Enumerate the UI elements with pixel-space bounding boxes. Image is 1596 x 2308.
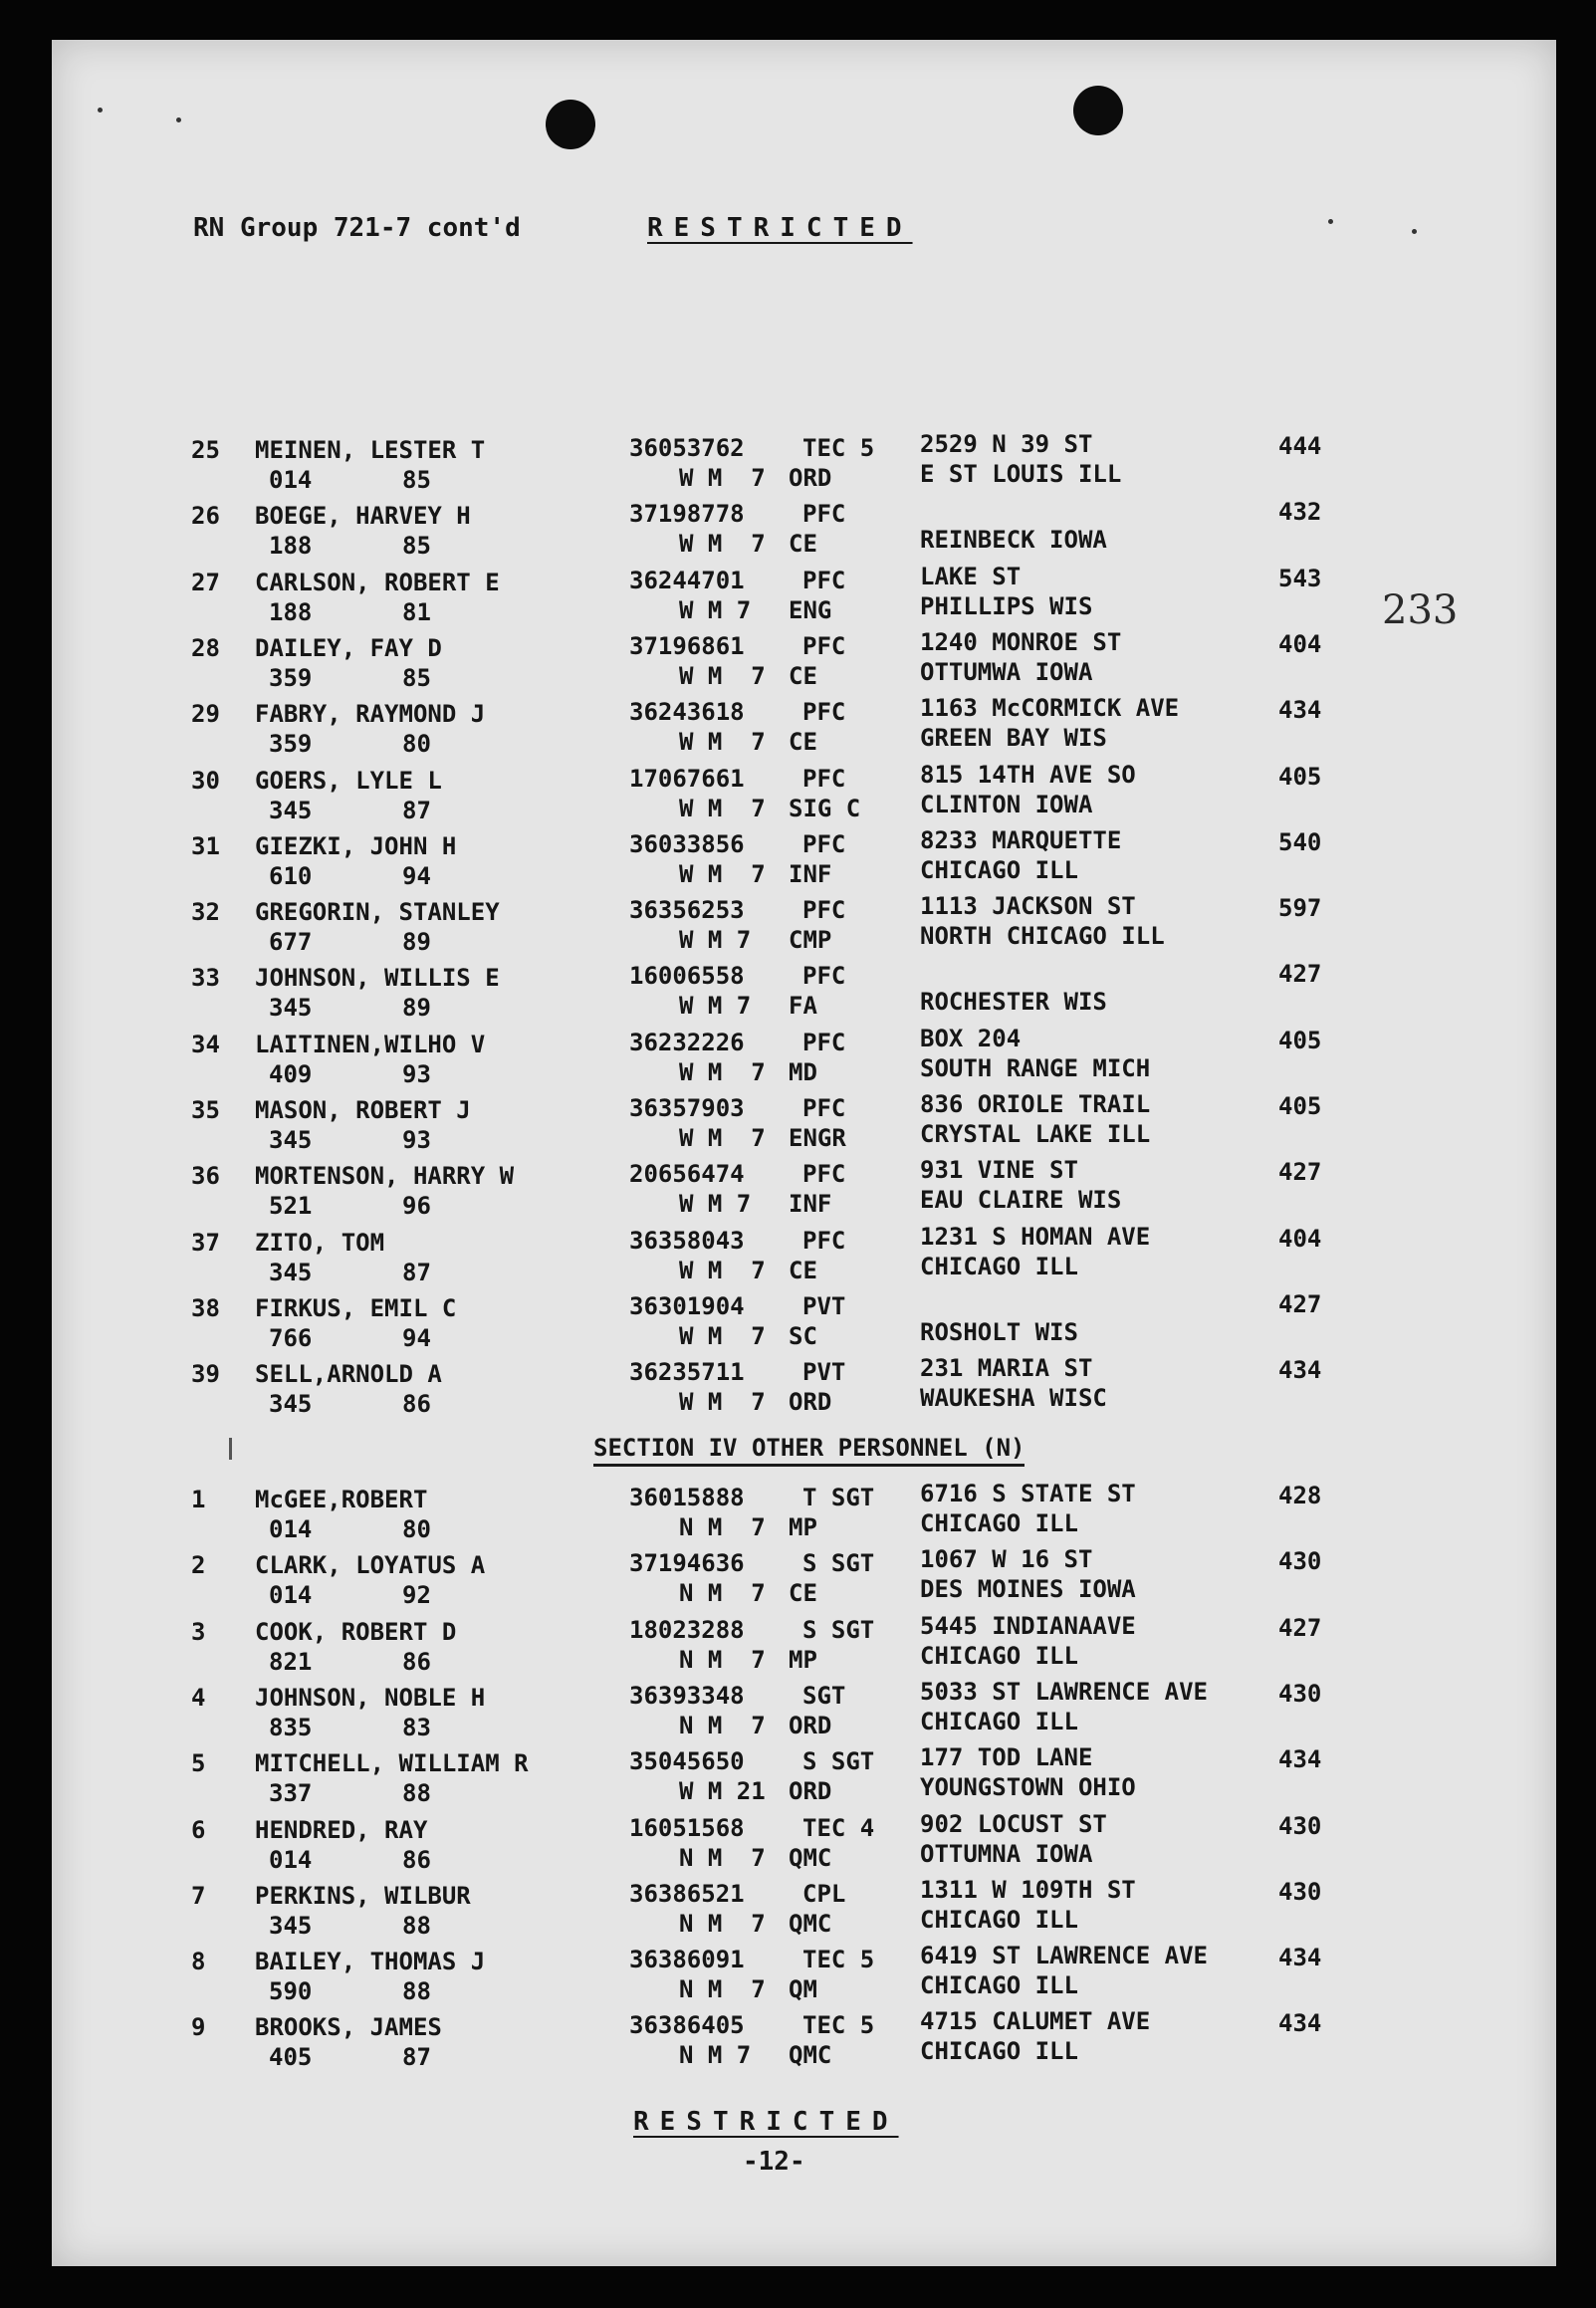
section-title: SECTION IV OTHER PERSONNEL (N) <box>593 1434 1025 1467</box>
occupation-code: 014 <box>269 1845 313 1874</box>
address-line-1: 902 LOCUST ST <box>920 1809 1107 1838</box>
address-line-2: CHICAGO ILL <box>920 1971 1078 2000</box>
soldier-name: FIRKUS, EMIL C <box>255 1293 457 1322</box>
soldier-name: GIEZKI, JOHN H <box>255 831 457 860</box>
race-code: N M 7 <box>679 1645 766 1674</box>
arm-of-service: ENGR <box>789 1124 846 1152</box>
address-line-1: LAKE ST <box>920 562 1022 590</box>
grade: PFC <box>802 829 846 858</box>
row-number: 6 <box>191 1815 206 1844</box>
address-line-1: 5445 INDIANAAVE <box>920 1611 1136 1640</box>
serial-number: 37196861 <box>629 631 745 660</box>
table-row <box>0 694 1596 760</box>
speck <box>98 108 103 113</box>
grade: SGT <box>802 1681 846 1710</box>
table-row <box>0 1810 1596 1876</box>
occupation-code: 835 <box>269 1713 313 1741</box>
race-code: W M 7 <box>679 595 752 624</box>
serial-number: 36357903 <box>629 1094 745 1122</box>
arm-of-service: QMC <box>789 1843 832 1872</box>
soldier-name: LAITINEN,WILHO V <box>255 1030 486 1058</box>
zone-code: 427 <box>1278 960 1322 989</box>
serial-number: 36033856 <box>629 829 745 858</box>
address-line-2: EAU CLAIRE WIS <box>920 1186 1122 1215</box>
address-line-2: E ST LOUIS ILL <box>920 460 1122 488</box>
soldier-name: JOHNSON, NOBLE H <box>255 1683 486 1712</box>
arm-of-service: ORD <box>789 1711 832 1739</box>
occupation-code: 821 <box>269 1647 313 1676</box>
address-line-1: 2529 N 39 ST <box>920 430 1093 458</box>
race-code: W M 7 <box>679 992 752 1021</box>
address-line-2: YOUNGSTOWN OHIO <box>920 1773 1136 1802</box>
row-number: 34 <box>191 1030 220 1058</box>
table-row <box>0 2007 1596 2073</box>
grade: PFC <box>802 1160 846 1189</box>
address-line-1: 177 TOD LANE <box>920 1743 1093 1772</box>
table-row <box>0 1354 1596 1420</box>
race-code: W M 7 <box>679 794 766 822</box>
score: 87 <box>402 796 431 824</box>
table-row <box>0 1612 1596 1678</box>
soldier-name: ZITO, TOM <box>255 1228 385 1257</box>
grade: TEC 5 <box>802 434 875 462</box>
row-number: 35 <box>191 1096 220 1124</box>
race-code: W M 7 <box>679 1321 766 1350</box>
score: 96 <box>402 1192 431 1221</box>
page-number: -12- <box>743 2147 805 2177</box>
grade: S SGT <box>802 1615 875 1644</box>
race-code: W M 7 <box>679 1388 766 1417</box>
score: 93 <box>402 1059 431 1088</box>
serial-number: 37198778 <box>629 500 745 529</box>
grade: PFC <box>802 764 846 793</box>
grade: S SGT <box>802 1549 875 1578</box>
address-line-2: CRYSTAL LAKE ILL <box>920 1120 1151 1148</box>
speck <box>176 117 181 122</box>
soldier-name: CLARK, LOYATUS A <box>255 1551 486 1580</box>
row-number: 1 <box>191 1486 206 1513</box>
soldier-name: McGEE,ROBERT <box>255 1486 428 1513</box>
score: 85 <box>402 663 431 692</box>
address-line-1: 6419 ST LAWRENCE AVE <box>920 1942 1208 1970</box>
serial-number: 35045650 <box>629 1747 745 1776</box>
grade: PFC <box>802 896 846 925</box>
race-code: W M 7 <box>679 1256 766 1284</box>
serial-number: 36356253 <box>629 896 745 925</box>
score: 80 <box>402 1515 431 1543</box>
zone-code: 404 <box>1278 1224 1322 1253</box>
address-line-1: 1311 W 109TH ST <box>920 1875 1136 1904</box>
soldier-name: MORTENSON, HARRY W <box>255 1162 515 1191</box>
arm-of-service: CE <box>789 530 817 559</box>
score: 86 <box>402 1845 431 1874</box>
address-line-1: 5033 ST LAWRENCE AVE <box>920 1677 1208 1706</box>
soldier-name: BOEGE, HARVEY H <box>255 502 471 531</box>
arm-of-service: INF <box>789 1190 832 1219</box>
zone-code: 427 <box>1278 1158 1322 1187</box>
zone-code: 428 <box>1278 1482 1322 1509</box>
address-line-1: 1113 JACKSON ST <box>920 892 1136 921</box>
race-code: W M 7 <box>679 926 752 955</box>
soldier-name: MASON, ROBERT J <box>255 1096 471 1124</box>
address-line-1: BOX 204 <box>920 1024 1022 1052</box>
serial-number: 36235711 <box>629 1358 745 1387</box>
zone-code: 427 <box>1278 1613 1322 1642</box>
zone-code: 430 <box>1278 1547 1322 1576</box>
grade: PFC <box>802 500 846 529</box>
address-line-1: 231 MARIA ST <box>920 1354 1093 1383</box>
occupation-code: 188 <box>269 532 313 561</box>
race-code: W M 7 <box>679 728 766 757</box>
address-line-2: ROSHOLT WIS <box>920 1317 1078 1346</box>
occupation-code: 345 <box>269 796 313 824</box>
table-row <box>0 1288 1596 1354</box>
address-line-1: 4715 CALUMET AVE <box>920 2007 1151 2036</box>
race-code: W M 7 <box>679 1124 766 1152</box>
speck <box>1328 219 1333 224</box>
row-number: 28 <box>191 633 220 662</box>
grade: CPL <box>802 1879 846 1908</box>
serial-number: 36053762 <box>629 434 745 462</box>
address-line-2: CHICAGO ILL <box>920 1905 1078 1934</box>
soldier-name: PERKINS, WILBUR <box>255 1881 471 1910</box>
row-number: 26 <box>191 502 220 531</box>
serial-number: 36244701 <box>629 566 745 594</box>
zone-code: 540 <box>1278 827 1322 856</box>
soldier-name: BROOKS, JAMES <box>255 2013 442 2042</box>
soldier-name: JOHNSON, WILLIS E <box>255 964 500 993</box>
table-row <box>0 1156 1596 1222</box>
arm-of-service: MP <box>789 1513 817 1541</box>
row-number: 25 <box>191 436 220 464</box>
grade: PVT <box>802 1358 846 1387</box>
zone-code: 430 <box>1278 1811 1322 1840</box>
race-code: W M 7 <box>679 1057 766 1086</box>
section-divider-mark <box>229 1438 232 1460</box>
occupation-code: 345 <box>269 1126 313 1154</box>
score: 88 <box>402 1977 431 2006</box>
zone-code: 543 <box>1278 564 1322 592</box>
table-row <box>0 1678 1596 1743</box>
arm-of-service: SIG C <box>789 794 861 822</box>
table-row <box>0 1090 1596 1156</box>
occupation-code: 521 <box>269 1192 313 1221</box>
arm-of-service: CE <box>789 1579 817 1608</box>
zone-code: 427 <box>1278 1289 1322 1318</box>
race-code: W M 21 <box>679 1777 766 1806</box>
score: 86 <box>402 1647 431 1676</box>
punch-hole-right <box>1073 86 1123 135</box>
arm-of-service: CE <box>789 1256 817 1284</box>
occupation-code: 014 <box>269 1515 313 1543</box>
grade: TEC 5 <box>802 2011 875 2040</box>
address-line-2: CHICAGO ILL <box>920 855 1078 884</box>
zone-code: 432 <box>1278 498 1322 527</box>
race-code: W M 7 <box>679 661 766 690</box>
speck <box>1412 229 1417 234</box>
grade: S SGT <box>802 1747 875 1776</box>
table-row <box>0 563 1596 628</box>
table-row <box>0 1223 1596 1288</box>
occupation-code: 405 <box>269 2043 313 2072</box>
table-row <box>0 430 1596 496</box>
arm-of-service: ORD <box>789 1777 832 1806</box>
zone-code: 434 <box>1278 1745 1322 1774</box>
serial-number: 36015888 <box>629 1484 745 1511</box>
zone-code: 405 <box>1278 762 1322 791</box>
address-line-2: DES MOINES IOWA <box>920 1575 1136 1604</box>
address-line-1: 836 ORIOLE TRAIL <box>920 1090 1151 1118</box>
occupation-code: 359 <box>269 730 313 759</box>
margin-number: 233 <box>1382 587 1459 633</box>
occupation-code: 014 <box>269 1581 313 1610</box>
table-row <box>0 628 1596 694</box>
serial-number: 36393348 <box>629 1681 745 1710</box>
address-line-2: REINBECK IOWA <box>920 526 1107 555</box>
occupation-code: 188 <box>269 597 313 626</box>
address-line-1: 931 VINE ST <box>920 1156 1078 1185</box>
serial-number: 37194636 <box>629 1549 745 1578</box>
race-code: W M 7 <box>679 530 766 559</box>
occupation-code: 409 <box>269 1059 313 1088</box>
race-code: N M 7 <box>679 1975 766 2004</box>
row-number: 32 <box>191 898 220 927</box>
soldier-name: SELL,ARNOLD A <box>255 1360 442 1389</box>
serial-number: 16006558 <box>629 962 745 991</box>
row-number: 29 <box>191 700 220 729</box>
zone-code: 405 <box>1278 1026 1322 1054</box>
address-line-2: CHICAGO ILL <box>920 1641 1078 1670</box>
serial-number: 36386405 <box>629 2011 745 2040</box>
table-row <box>0 1942 1596 2007</box>
race-code: N M 7 <box>679 1909 766 1938</box>
table-row <box>0 1025 1596 1090</box>
grade: PFC <box>802 566 846 594</box>
table-row <box>0 1876 1596 1942</box>
serial-number: 36386091 <box>629 1946 745 1974</box>
address-line-1: 1067 W 16 ST <box>920 1545 1093 1574</box>
soldier-name: DAILEY, FAY D <box>255 633 442 662</box>
serial-number: 36358043 <box>629 1226 745 1255</box>
soldier-name: BAILEY, THOMAS J <box>255 1948 486 1976</box>
score: 89 <box>402 928 431 957</box>
table-row <box>0 958 1596 1024</box>
row-number: 39 <box>191 1360 220 1389</box>
score: 86 <box>402 1390 431 1419</box>
occupation-code: 677 <box>269 928 313 957</box>
address-line-1: 1240 MONROE ST <box>920 627 1122 656</box>
soldier-name: MITCHELL, WILLIAM R <box>255 1749 529 1778</box>
score: 87 <box>402 1258 431 1286</box>
grade: PFC <box>802 1226 846 1255</box>
grade: PFC <box>802 962 846 991</box>
restricted-header: RESTRICTED <box>647 213 913 243</box>
serial-number: 36243618 <box>629 698 745 727</box>
occupation-code: 014 <box>269 466 313 494</box>
grade: PFC <box>802 631 846 660</box>
row-number: 7 <box>191 1881 206 1910</box>
zone-code: 404 <box>1278 629 1322 658</box>
address-line-2: GREEN BAY WIS <box>920 724 1107 753</box>
grade: TEC 5 <box>802 1946 875 1974</box>
row-number: 27 <box>191 568 220 596</box>
score: 89 <box>402 994 431 1023</box>
score: 94 <box>402 1323 431 1352</box>
zone-code: 444 <box>1278 432 1322 460</box>
address-line-2: CHICAGO ILL <box>920 1707 1078 1735</box>
row-number: 5 <box>191 1749 206 1778</box>
score: 87 <box>402 2043 431 2072</box>
race-code: N M 7 <box>679 1513 766 1541</box>
arm-of-service: MP <box>789 1645 817 1674</box>
occupation-code: 590 <box>269 1977 313 2006</box>
zone-code: 434 <box>1278 696 1322 725</box>
occupation-code: 359 <box>269 663 313 692</box>
row-number: 4 <box>191 1683 206 1712</box>
row-number: 38 <box>191 1293 220 1322</box>
soldier-name: MEINEN, LESTER T <box>255 436 486 464</box>
row-number: 36 <box>191 1162 220 1191</box>
arm-of-service: SC <box>789 1321 817 1350</box>
serial-number: 36301904 <box>629 1291 745 1320</box>
race-code: W M 7 <box>679 859 766 888</box>
row-number: 31 <box>191 831 220 860</box>
zone-code: 430 <box>1278 1877 1322 1906</box>
score: 80 <box>402 730 431 759</box>
arm-of-service: ORD <box>789 1388 832 1417</box>
occupation-code: 345 <box>269 1911 313 1940</box>
arm-of-service: ORD <box>789 464 832 492</box>
table-row <box>0 892 1596 958</box>
address-line-2: ROCHESTER WIS <box>920 988 1107 1017</box>
address-line-1: 815 14TH AVE SO <box>920 760 1136 789</box>
score: 92 <box>402 1581 431 1610</box>
address-line-2: CLINTON IOWA <box>920 790 1093 818</box>
soldier-name: HENDRED, RAY <box>255 1815 428 1844</box>
serial-number: 17067661 <box>629 764 745 793</box>
table-row <box>0 1545 1596 1611</box>
serial-number: 16051568 <box>629 1813 745 1842</box>
race-code: N M 7 <box>679 2041 752 2070</box>
address-line-1: 6716 S STATE ST <box>920 1480 1136 1507</box>
soldier-name: GREGORIN, STANLEY <box>255 898 500 927</box>
address-line-1: 1163 McCORMICK AVE <box>920 694 1180 723</box>
grade: TEC 4 <box>802 1813 875 1842</box>
address-line-1: 8233 MARQUETTE <box>920 825 1122 854</box>
race-code: N M 7 <box>679 1711 766 1739</box>
soldier-name: CARLSON, ROBERT E <box>255 568 500 596</box>
arm-of-service: MD <box>789 1057 817 1086</box>
restricted-footer: RESTRICTED <box>633 2107 899 2137</box>
arm-of-service: QM <box>789 1975 817 2004</box>
row-number: 2 <box>191 1551 206 1580</box>
arm-of-service: INF <box>789 859 832 888</box>
row-number: 33 <box>191 964 220 993</box>
race-code: N M 7 <box>679 1579 766 1608</box>
soldier-name: GOERS, LYLE L <box>255 766 442 795</box>
serial-number: 36386521 <box>629 1879 745 1908</box>
address-line-1: 1231 S HOMAN AVE <box>920 1222 1151 1251</box>
grade: PFC <box>802 698 846 727</box>
score: 88 <box>402 1779 431 1808</box>
grade: PFC <box>802 1028 846 1056</box>
race-code: W M 7 <box>679 1190 752 1219</box>
zone-code: 434 <box>1278 2009 1322 2038</box>
race-code: W M 7 <box>679 464 766 492</box>
arm-of-service: CE <box>789 728 817 757</box>
serial-number: 36232226 <box>629 1028 745 1056</box>
arm-of-service: CE <box>789 661 817 690</box>
zone-code: 434 <box>1278 1356 1322 1385</box>
address-line-2: CHICAGO ILL <box>920 1252 1078 1280</box>
address-line-2: CHICAGO ILL <box>920 2037 1078 2066</box>
grade: T SGT <box>802 1484 875 1511</box>
table-row <box>0 1480 1596 1545</box>
address-line-2: PHILLIPS WIS <box>920 591 1093 620</box>
zone-code: 597 <box>1278 894 1322 923</box>
table-row <box>0 761 1596 826</box>
occupation-code: 345 <box>269 994 313 1023</box>
zone-code: 405 <box>1278 1092 1322 1120</box>
zone-code: 434 <box>1278 1944 1322 1972</box>
address-line-2: CHICAGO ILL <box>920 1509 1078 1537</box>
occupation-code: 610 <box>269 861 313 890</box>
race-code: N M 7 <box>679 1843 766 1872</box>
arm-of-service: ENG <box>789 595 832 624</box>
score: 85 <box>402 466 431 494</box>
row-number: 37 <box>191 1228 220 1257</box>
address-line-2: WAUKESHA WISC <box>920 1384 1107 1413</box>
arm-of-service: QMC <box>789 2041 832 2070</box>
score: 93 <box>402 1126 431 1154</box>
arm-of-service: FA <box>789 992 817 1021</box>
score: 85 <box>402 532 431 561</box>
score: 83 <box>402 1713 431 1741</box>
grade: PVT <box>802 1291 846 1320</box>
address-line-2: OTTUMWA IOWA <box>920 657 1093 686</box>
row-number: 9 <box>191 2013 206 2042</box>
row-number: 8 <box>191 1948 206 1976</box>
punch-hole-left <box>546 100 595 149</box>
group-header: RN Group 721-7 cont'd <box>193 213 521 243</box>
arm-of-service: CMP <box>789 926 832 955</box>
table-row <box>0 826 1596 892</box>
table-row <box>0 496 1596 562</box>
address-line-2: SOUTH RANGE MICH <box>920 1053 1151 1082</box>
occupation-code: 345 <box>269 1390 313 1419</box>
address-line-2: NORTH CHICAGO ILL <box>920 922 1165 951</box>
table-row <box>0 1743 1596 1809</box>
score: 81 <box>402 597 431 626</box>
serial-number: 18023288 <box>629 1615 745 1644</box>
occupation-code: 337 <box>269 1779 313 1808</box>
occupation-code: 345 <box>269 1258 313 1286</box>
occupation-code: 766 <box>269 1323 313 1352</box>
soldier-name: COOK, ROBERT D <box>255 1617 457 1646</box>
zone-code: 430 <box>1278 1679 1322 1708</box>
grade: PFC <box>802 1094 846 1122</box>
score: 88 <box>402 1911 431 1940</box>
address-line-2: OTTUMNA IOWA <box>920 1839 1093 1868</box>
row-number: 3 <box>191 1617 206 1646</box>
soldier-name: FABRY, RAYMOND J <box>255 700 486 729</box>
row-number: 30 <box>191 766 220 795</box>
serial-number: 20656474 <box>629 1160 745 1189</box>
score: 94 <box>402 861 431 890</box>
arm-of-service: QMC <box>789 1909 832 1938</box>
